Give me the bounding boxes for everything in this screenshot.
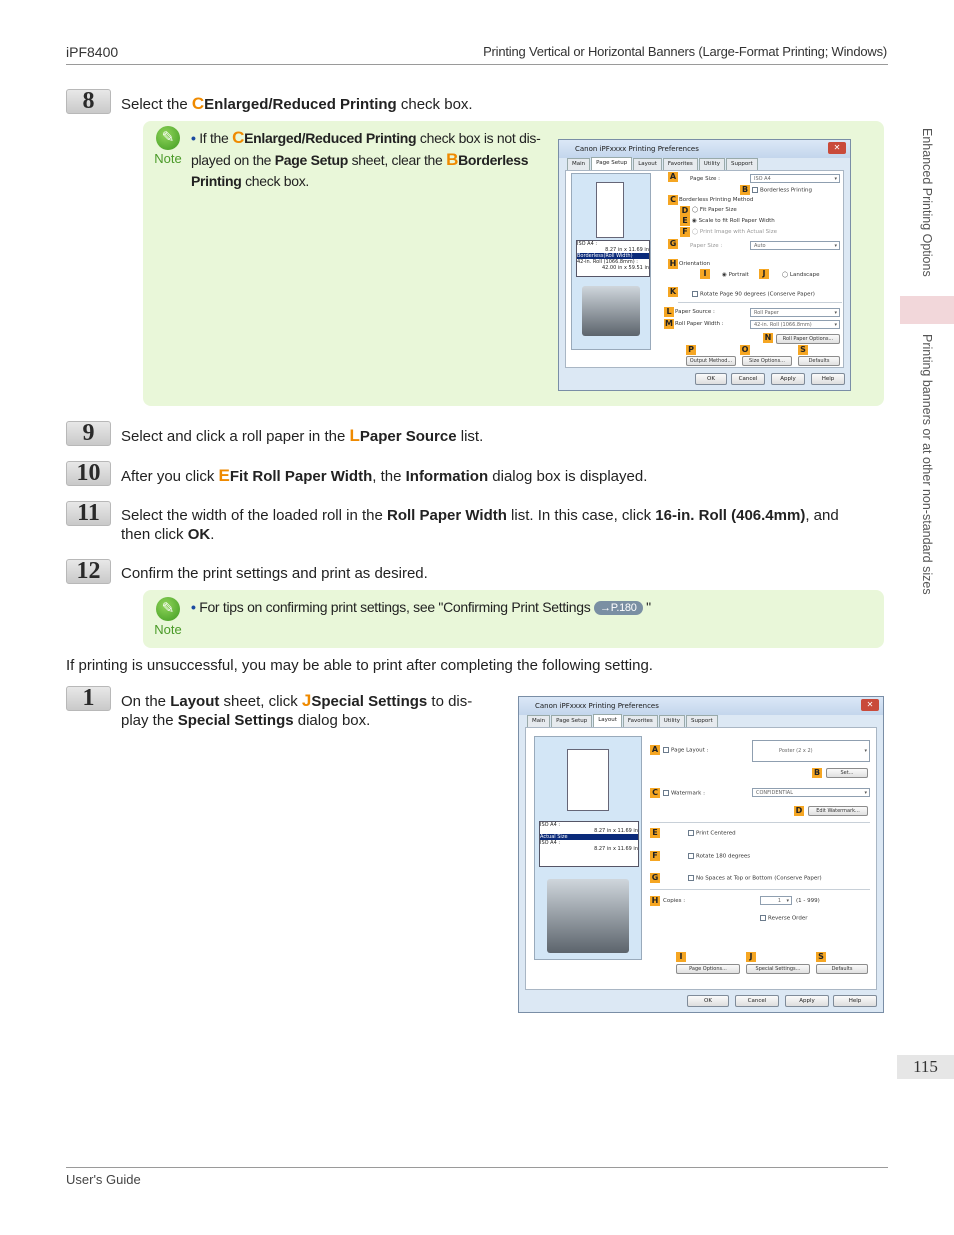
callout-b: B [813, 768, 821, 777]
output-method-button[interactable]: Output Method... [686, 356, 736, 366]
tab-support[interactable]: Support [686, 715, 718, 727]
roll-options-button[interactable]: Roll Paper Options... [776, 334, 840, 344]
callout-h: H [651, 896, 659, 905]
step-1-badge: 1 [66, 686, 111, 711]
callout-e: E [680, 216, 690, 226]
tab-main[interactable]: Main [567, 158, 590, 170]
step-10-badge: 10 [66, 461, 111, 486]
callout-c: C [668, 195, 678, 205]
callout-s: S [798, 345, 808, 355]
page-layout-select[interactable]: Poster (2 x 2) ▾ [752, 740, 870, 762]
layout-dialog [518, 696, 884, 1013]
callout-n: N [764, 333, 772, 342]
portrait-radio[interactable]: ◉ Portrait [722, 272, 749, 278]
dialog-title: Canon iPFxxxx Printing Preferences [519, 697, 883, 715]
header-title: Printing Vertical or Horizontal Banners (Large-Format Printing; Windows) [483, 44, 887, 59]
fit-paper-radio[interactable]: ◯ Fit Paper Size [692, 207, 737, 213]
tab-support[interactable]: Support [726, 158, 758, 170]
page-setup-dialog [558, 139, 851, 391]
callout-d: D [681, 206, 689, 215]
note-2-text: • For tips on confirming print settings, see "Confirming Print Settings →P.180 " [191, 599, 651, 615]
callout-g: G [669, 239, 677, 248]
dialog-tabs [567, 158, 759, 170]
callout-g: G [651, 873, 659, 882]
step-9-badge: 9 [66, 421, 111, 446]
apply-button[interactable]: Apply [785, 995, 829, 1007]
callout-m: M [665, 319, 673, 328]
body-paragraph: If printing is unsuccessful, you may be able to print after completing the following setting. [66, 657, 653, 674]
step-8-badge: 8 [66, 89, 111, 114]
paper-size-select[interactable]: Auto ▾ [750, 241, 840, 250]
page-preview [567, 749, 609, 811]
divider [678, 302, 842, 303]
set-button[interactable]: Set... [826, 768, 868, 778]
size-options-button[interactable]: Size Options... [742, 356, 792, 366]
watermark-select[interactable]: CONFIDENTIAL ▾ [752, 788, 870, 797]
callout-c: C [650, 788, 660, 798]
tab-utility[interactable]: Utility [659, 715, 685, 727]
tab-utility[interactable]: Utility [699, 158, 725, 170]
close-icon[interactable]: ✕ [828, 142, 846, 154]
copies-stepper[interactable]: 1 ▾ [760, 896, 792, 905]
step-12-text: Confirm the print settings and print as desired. [121, 565, 428, 582]
copies-label: Copies : [663, 898, 686, 904]
roll-width-select[interactable]: 42-in. Roll (1066.8mm) ▾ [750, 320, 840, 329]
dialog-body [565, 170, 844, 368]
divider [650, 822, 870, 823]
preview-pane [571, 173, 651, 350]
callout-a: A [651, 745, 659, 754]
borderless-checkbox[interactable]: Borderless Printing [752, 187, 812, 194]
header-model: iPF8400 [66, 44, 119, 60]
page-size-label: Page Size : [690, 176, 720, 182]
ok-button[interactable]: OK [687, 995, 729, 1007]
scale-roll-radio[interactable]: ◉ Scale to fit Roll Paper Width [692, 218, 775, 224]
note-box-2 [143, 590, 884, 648]
page-options-button[interactable]: Page Options... [676, 964, 740, 974]
callout-i: I [700, 269, 710, 279]
callout-h: H [669, 259, 677, 268]
close-icon[interactable]: ✕ [861, 699, 879, 711]
landscape-radio[interactable]: ◯ Landscape [782, 272, 820, 278]
method-group: Borderless Printing Method [679, 197, 754, 203]
defaults-button[interactable]: Defaults [816, 964, 868, 974]
apply-button[interactable]: Apply [771, 373, 805, 385]
watermark-checkbox[interactable]: Watermark : [663, 790, 705, 797]
paper-source-select[interactable]: Roll Paper ▾ [750, 308, 840, 317]
step-1-text: On the Layout sheet, click JSpecial Settings to dis- play the Special Settings dialog box. [121, 691, 473, 729]
callout-s: S [816, 952, 826, 962]
rotate-checkbox[interactable]: Rotate Page 90 degrees (Conserve Paper) [692, 291, 815, 298]
reverse-order-checkbox[interactable]: Reverse Order [760, 915, 808, 922]
print-actual-radio[interactable]: ◯ Print Image with Actual Size [692, 229, 777, 235]
tab-favorites[interactable]: Favorites [623, 715, 658, 727]
copies-range: (1 - 999) [796, 898, 820, 904]
paper-info: ISO A4 : 8.27 in x 11.69 in Borderless(Roll Width) 42-in. Roll (1066.8mm) : 42.00 in x 59.51 in [576, 240, 650, 277]
callout-f: F [650, 851, 660, 861]
edit-watermark-button[interactable]: Edit Watermark... [808, 806, 868, 816]
step-11-badge: 11 [66, 501, 111, 526]
dialog-body [525, 727, 877, 990]
callout-f: F [680, 227, 690, 237]
sidebar-subsection: Printing banners or at other non-standard sizes [920, 334, 934, 595]
orientation-group: Orientation [679, 261, 711, 267]
dialog-tabs [527, 715, 719, 727]
help-button[interactable]: Help [811, 373, 845, 385]
callout-l: L [664, 307, 674, 317]
note-icon: ✎ Note [153, 597, 183, 637]
paper-size-label: Paper Size : [690, 243, 723, 249]
callout-d: D [795, 806, 803, 815]
callout-b: B [741, 185, 749, 194]
callout-k: K [669, 287, 677, 296]
printer-image [547, 879, 629, 953]
rotate-180-checkbox[interactable]: Rotate 180 degrees [688, 853, 750, 860]
callout-o: O [741, 345, 749, 354]
page-reference-link[interactable]: →P.180 [594, 601, 643, 615]
callout-e: E [650, 828, 660, 838]
defaults-button[interactable]: Defaults [798, 356, 840, 366]
cancel-button[interactable]: Cancel [735, 995, 779, 1007]
page-number: 115 [897, 1055, 954, 1079]
roll-width-label: Roll Paper Width : [675, 321, 724, 327]
divider [650, 889, 870, 890]
paper-source-label: Paper Source : [675, 309, 715, 315]
page-layout-checkbox[interactable]: Page Layout : [663, 747, 708, 754]
step-11-text: Select the width of the loaded roll in the Roll Paper Width list. In this case, click 16-in. Roll (406.4mm), and then click OK. [121, 507, 839, 543]
tab-page-setup[interactable]: Page Setup [551, 715, 592, 727]
tab-favorites[interactable]: Favorites [663, 158, 698, 170]
sidebar-band [900, 296, 954, 324]
tab-page-setup[interactable]: Page Setup [591, 157, 632, 170]
page-size-select[interactable]: ISO A4 ▾ [750, 174, 840, 183]
page-preview [596, 182, 624, 238]
tab-main[interactable]: Main [527, 715, 550, 727]
dialog-title: Canon iPFxxxx Printing Preferences [559, 140, 850, 158]
footer-text: User's Guide [66, 1172, 141, 1187]
preview-pane [534, 736, 642, 960]
tab-layout[interactable]: Layout [633, 158, 662, 170]
callout-j: J [759, 269, 769, 279]
paper-info: ISO A4 : 8.27 in x 11.69 in Actual Size ISO A4 : 8.27 in x 11.69 in [539, 821, 639, 867]
callout-a: A [669, 172, 677, 181]
printer-image [582, 286, 640, 336]
sidebar-section: Enhanced Printing Options [920, 128, 934, 277]
step-9-text: Select and click a roll paper in the LPaper Source list. [121, 426, 484, 445]
cancel-button[interactable]: Cancel [731, 373, 765, 385]
step-10-text: After you click EFit Roll Paper Width, the Information dialog box is displayed. [121, 466, 648, 485]
help-button[interactable]: Help [833, 995, 877, 1007]
callout-i: I [676, 952, 686, 962]
note-1-text: • If the CEnlarged/Reduced Printing check box is not dis- played on the Page Setup sheet, clear the BBorderless Printing check box. [191, 128, 541, 189]
step-12-badge: 12 [66, 559, 111, 584]
callout-j: J [746, 952, 756, 962]
ok-button[interactable]: OK [695, 373, 727, 385]
no-spaces-checkbox[interactable]: No Spaces at Top or Bottom (Conserve Paper) [688, 875, 822, 882]
print-centered-checkbox[interactable]: Print Centered [688, 830, 736, 837]
note-icon: ✎ Note [153, 126, 183, 166]
special-settings-button[interactable]: Special Settings... [746, 964, 810, 974]
callout-p: P [686, 345, 696, 355]
step-8-text: Select the CEnlarged/Reduced Printing check box. [121, 94, 473, 113]
header-rule [66, 64, 888, 65]
tab-layout[interactable]: Layout [593, 714, 622, 727]
footer-rule [66, 1167, 888, 1168]
